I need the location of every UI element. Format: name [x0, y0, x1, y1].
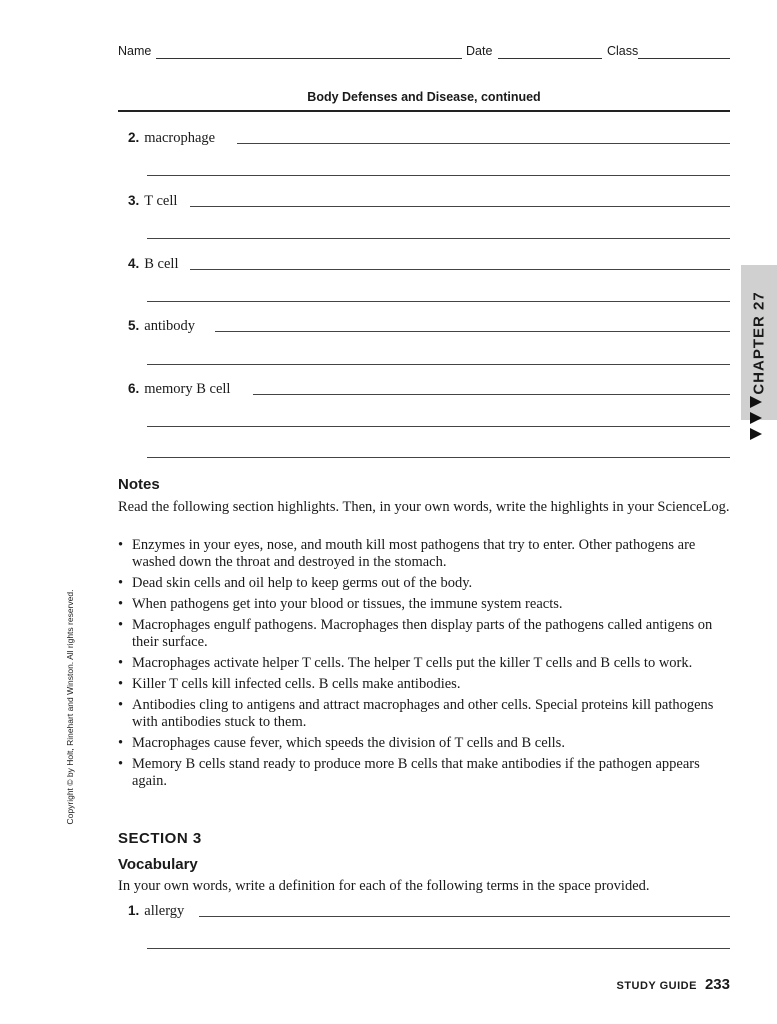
date-field[interactable]: [498, 58, 602, 59]
vocabulary-instructions: In your own words, write a definition for each of the following terms in the space provided.: [118, 878, 650, 894]
notes-bullet-list: [118, 537, 730, 794]
list-item: • Macrophages activate helper T cells. The helper T cells put the killer T cells and B cells to work.: [118, 655, 730, 672]
answer-line[interactable]: [190, 206, 730, 207]
name-label: Name: [118, 44, 152, 58]
vocab-item-t-cell: 3. T cell: [128, 193, 178, 209]
list-item: • Enzymes in your eyes, nose, and mouth kill most pathogens that try to enter. Other pathogens are washed down the throat and destroyed in the stomach.: [118, 537, 730, 571]
arrow-icon: [750, 428, 762, 440]
section-heading: SECTION 3: [118, 830, 202, 847]
list-item: • Macrophages engulf pathogens. Macrophages then display parts of the pathogens called antigens on their surface.: [118, 617, 730, 651]
answer-line[interactable]: [253, 394, 730, 395]
answer-line[interactable]: [147, 301, 730, 302]
copyright-notice: Copyright © by Holt, Rinehart and Winston. All rights reserved.: [65, 589, 75, 825]
answer-line[interactable]: [147, 238, 730, 239]
answer-line[interactable]: [147, 457, 730, 458]
list-item: • Memory B cells stand ready to produce more B cells that make antibodies if the pathogen appears again.: [118, 756, 730, 790]
answer-line[interactable]: [199, 916, 730, 917]
vocab-item-b-cell: 4. B cell: [128, 256, 179, 272]
name-field[interactable]: [156, 58, 462, 59]
answer-line[interactable]: [147, 175, 730, 176]
chapter-tab-label: CHAPTER 27: [750, 290, 768, 395]
header-rule: [118, 110, 730, 112]
answer-line[interactable]: [237, 143, 730, 144]
vocab-item-macrophage: 2. macrophage: [128, 130, 216, 146]
list-item: • When pathogens get into your blood or tissues, the immune system reacts.: [118, 596, 730, 613]
answer-line[interactable]: [190, 269, 730, 270]
answer-line[interactable]: [147, 426, 730, 427]
list-item: • Macrophages cause fever, which speeds the division of T cells and B cells.: [118, 735, 730, 752]
header-fields: [118, 44, 730, 62]
list-item: • Dead skin cells and oil help to keep germs out of the body.: [118, 575, 730, 592]
class-label: Class: [607, 44, 639, 58]
footer-label: STUDY GUIDE: [616, 980, 697, 992]
list-item: • Antibodies cling to antigens and attract macrophages and other cells. Special proteins kill pathogens with antibodies stuck to them.: [118, 697, 730, 731]
list-item: • Killer T cells kill infected cells. B cells make antibodies.: [118, 676, 730, 693]
page-subtitle: Body Defenses and Disease, continued: [307, 90, 541, 104]
vocab-item-memory-b-cell: 6. memory B cell: [128, 381, 231, 397]
class-field[interactable]: [638, 58, 730, 59]
vocabulary-heading: Vocabulary: [118, 856, 198, 873]
vocab-item-allergy: 1. allergy: [128, 903, 185, 919]
page-number: 233: [704, 976, 730, 993]
date-label: Date: [466, 44, 493, 58]
answer-line[interactable]: [215, 331, 730, 332]
arrow-icon: [750, 412, 762, 424]
notes-intro: Read the following section highlights. Then, in your own words, write the highlights in your ScienceLog.: [118, 499, 730, 515]
answer-line[interactable]: [147, 948, 730, 949]
notes-heading: Notes: [118, 476, 160, 493]
arrow-icon: [750, 396, 762, 408]
answer-line[interactable]: [147, 364, 730, 365]
vocab-item-antibody: 5. antibody: [128, 318, 196, 334]
page-footer: [616, 976, 730, 994]
